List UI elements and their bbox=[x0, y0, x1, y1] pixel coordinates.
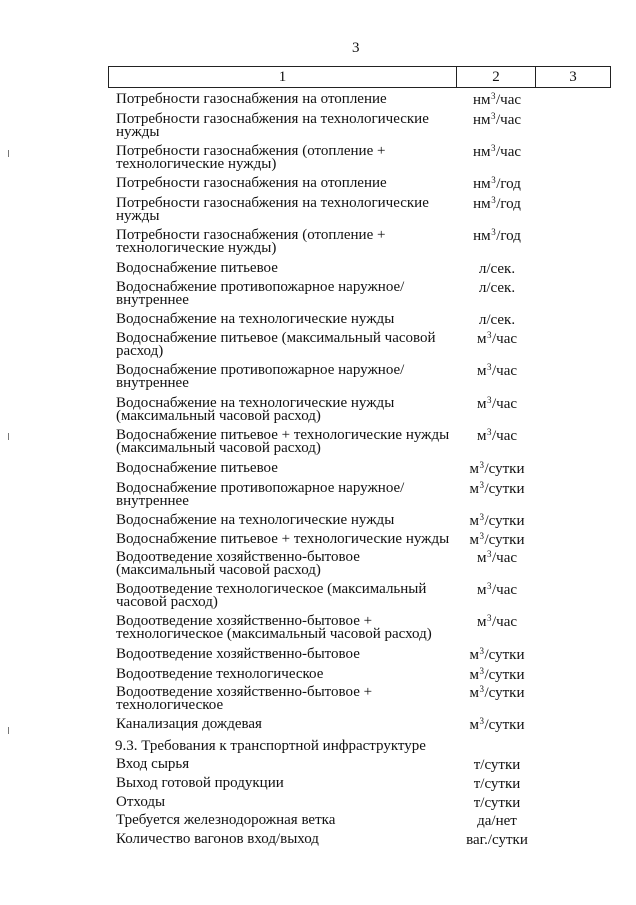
unit-superscript: 3 bbox=[486, 362, 492, 372]
unit-superscript: 3 bbox=[479, 646, 484, 656]
row-label: Водоотведение технологическое (максимальный часовой расход) bbox=[116, 581, 427, 610]
unit-text: нм bbox=[472, 92, 491, 108]
row-label: Потребности газоснабжения на отопление bbox=[116, 91, 387, 107]
row-label: Водоснабжение питьевое + технологические нужды bbox=[116, 531, 450, 547]
row-unit bbox=[458, 686, 536, 701]
unit-text: м bbox=[469, 532, 479, 548]
row-unit bbox=[458, 145, 536, 160]
unit-suffix: /сутки bbox=[484, 532, 525, 548]
unit-suffix: /час bbox=[491, 550, 518, 566]
unit-suffix: /сутки bbox=[484, 647, 525, 663]
row-unit bbox=[458, 551, 536, 566]
unit-text: нм bbox=[472, 112, 491, 128]
row-unit bbox=[458, 796, 536, 810]
row-label: Количество вагонов вход/выход bbox=[116, 831, 319, 847]
unit-suffix: /час bbox=[496, 112, 522, 128]
row-unit bbox=[458, 668, 536, 683]
unit-suffix: /сутки bbox=[484, 481, 525, 497]
row-label: Водоснабжение питьевое (максимальный часовой расход) bbox=[116, 330, 436, 359]
unit-text: т/сутки bbox=[473, 757, 521, 773]
unit-text: м bbox=[469, 667, 479, 683]
row-label: Требуется железнодорожная ветка bbox=[116, 812, 336, 828]
row-label: Водоснабжение на технологические нужды bbox=[116, 512, 395, 528]
unit-superscript: 3 bbox=[479, 531, 484, 541]
row-unit bbox=[458, 533, 536, 548]
unit-text: м bbox=[476, 614, 487, 630]
row-label: Потребности газоснабжения на технологические нужды bbox=[116, 195, 429, 224]
unit-superscript: 3 bbox=[491, 175, 496, 185]
row-unit bbox=[458, 197, 536, 212]
unit-superscript: 3 bbox=[486, 395, 492, 405]
unit-superscript: 3 bbox=[479, 716, 484, 726]
unit-text: м bbox=[469, 481, 479, 497]
unit-suffix: /час bbox=[496, 92, 522, 108]
unit-suffix: /год bbox=[496, 228, 521, 244]
unit-superscript: 3 bbox=[491, 195, 496, 205]
unit-superscript: 3 bbox=[479, 512, 484, 522]
unit-text: л/сек. bbox=[478, 261, 516, 277]
unit-text: нм bbox=[473, 228, 491, 244]
unit-superscript: 3 bbox=[479, 666, 484, 676]
unit-superscript: 3 bbox=[491, 227, 496, 237]
row-unit bbox=[458, 583, 536, 598]
unit-text: ваг./сутки bbox=[466, 832, 528, 848]
row-unit bbox=[458, 313, 536, 327]
unit-text: м bbox=[469, 685, 479, 701]
unit-text: м bbox=[476, 396, 487, 412]
row-label: Водоснабжение питьевое bbox=[116, 460, 278, 476]
row-label: Водоснабжение питьевое + технологические нужды (максимальный часовой расход) bbox=[116, 427, 450, 456]
unit-suffix: /час bbox=[491, 363, 518, 379]
unit-text: м bbox=[476, 428, 487, 444]
row-unit bbox=[458, 113, 536, 128]
row-label: Водоотведение хозяйственно-бытовое (максимальный часовой расход) bbox=[116, 549, 360, 578]
row-label: Водоснабжение питьевое bbox=[116, 260, 278, 276]
unit-text: м bbox=[469, 717, 479, 733]
row-unit bbox=[458, 177, 536, 192]
unit-suffix: /час bbox=[491, 428, 518, 444]
header-col-1: 1 bbox=[109, 67, 457, 88]
unit-suffix: /сутки bbox=[484, 685, 525, 701]
row-label: Потребности газоснабжения (отопление + технологические нужды) bbox=[116, 143, 386, 172]
row-unit bbox=[458, 93, 536, 108]
row-unit bbox=[458, 482, 536, 497]
unit-superscript: 3 bbox=[486, 613, 492, 623]
header-col-3: 3 bbox=[536, 67, 611, 88]
row-unit bbox=[458, 281, 536, 295]
row-label: Канализация дождевая bbox=[116, 716, 262, 732]
row-unit bbox=[458, 615, 536, 630]
unit-superscript: 3 bbox=[486, 330, 492, 340]
row-unit bbox=[458, 364, 536, 379]
unit-superscript: 3 bbox=[479, 460, 484, 470]
unit-text: м bbox=[476, 331, 487, 347]
unit-suffix: /год bbox=[496, 196, 521, 212]
row-unit bbox=[458, 758, 536, 772]
unit-text: т/сутки bbox=[473, 776, 521, 792]
unit-superscript: 3 bbox=[486, 549, 492, 559]
row-label: Водоотведение технологическое bbox=[116, 666, 324, 682]
row-label: Водоснабжение противопожарное наружное/внутреннее bbox=[116, 480, 405, 509]
unit-text: л/сек. bbox=[478, 280, 516, 296]
row-label: Потребности газоснабжения (отопление + технологические нужды) bbox=[116, 227, 386, 256]
unit-text: м bbox=[469, 647, 479, 663]
unit-text: м bbox=[469, 461, 479, 477]
unit-suffix: /сутки bbox=[484, 667, 525, 683]
page-number: 3 bbox=[352, 40, 360, 56]
unit-superscript: 3 bbox=[491, 111, 496, 121]
unit-text: т/сутки bbox=[473, 795, 521, 811]
unit-superscript: 3 bbox=[479, 480, 484, 490]
row-label: Потребности газоснабжения на технологические нужды bbox=[116, 111, 429, 140]
row-label: Водоснабжение на технологические нужды (максимальный часовой расход) bbox=[116, 395, 395, 424]
row-label: Вход сырья bbox=[116, 756, 190, 772]
row-unit bbox=[458, 777, 536, 791]
row-label: Отходы bbox=[116, 794, 166, 810]
row-unit bbox=[458, 648, 536, 663]
unit-superscript: 3 bbox=[491, 143, 496, 153]
row-label: Водоотведение хозяйственно-бытовое + технологическое bbox=[116, 684, 373, 713]
unit-suffix: /год bbox=[496, 176, 521, 192]
row-label: Выход готовой продукции bbox=[116, 775, 284, 791]
unit-suffix: /час bbox=[491, 331, 518, 347]
row-label: Водоотведение хозяйственно-бытовое + технологическое (максимальный часовой расход) bbox=[116, 613, 432, 642]
row-unit bbox=[458, 229, 536, 244]
section-heading: 9.3. Требования к транспортной инфраструктуре bbox=[115, 738, 426, 754]
row-unit bbox=[458, 262, 536, 276]
unit-text: нм bbox=[473, 196, 491, 212]
row-label: Водоснабжение противопожарное наружное/ внутреннее bbox=[116, 279, 405, 308]
row-unit bbox=[458, 462, 536, 477]
row-label: Водоснабжение на технологические нужды bbox=[116, 311, 395, 327]
unit-text: м bbox=[476, 550, 487, 566]
unit-text: да/нет bbox=[477, 813, 517, 829]
row-unit bbox=[458, 429, 536, 444]
unit-suffix: /час bbox=[496, 144, 522, 160]
unit-superscript: 3 bbox=[486, 581, 492, 591]
unit-suffix: /сутки bbox=[484, 513, 525, 529]
row-unit bbox=[458, 397, 536, 412]
unit-text: нм bbox=[472, 144, 491, 160]
row-unit bbox=[458, 718, 536, 733]
row-unit bbox=[458, 833, 536, 847]
unit-superscript: 3 bbox=[486, 427, 492, 437]
unit-suffix: /час bbox=[491, 582, 518, 598]
unit-text: м bbox=[476, 363, 487, 379]
row-unit bbox=[458, 332, 536, 347]
unit-suffix: /сутки bbox=[484, 461, 525, 477]
row-label: Водоснабжение противопожарное наружное/ внутреннее bbox=[116, 362, 405, 391]
row-label: Водоотведение хозяйственно-бытовое bbox=[116, 646, 360, 662]
unit-suffix: /час bbox=[491, 614, 518, 630]
row-label: Потребности газоснабжения на отопление bbox=[116, 175, 387, 191]
unit-superscript: 3 bbox=[491, 91, 496, 101]
unit-text: л/сек. bbox=[478, 312, 516, 328]
row-unit bbox=[458, 814, 536, 828]
unit-text: м bbox=[476, 582, 487, 598]
unit-suffix: /сутки bbox=[484, 717, 525, 733]
header-col-2: 2 bbox=[457, 67, 536, 88]
unit-text: нм bbox=[473, 176, 491, 192]
row-unit bbox=[458, 514, 536, 529]
unit-superscript: 3 bbox=[479, 684, 484, 694]
unit-suffix: /час bbox=[491, 396, 518, 412]
unit-text: м bbox=[469, 513, 479, 529]
